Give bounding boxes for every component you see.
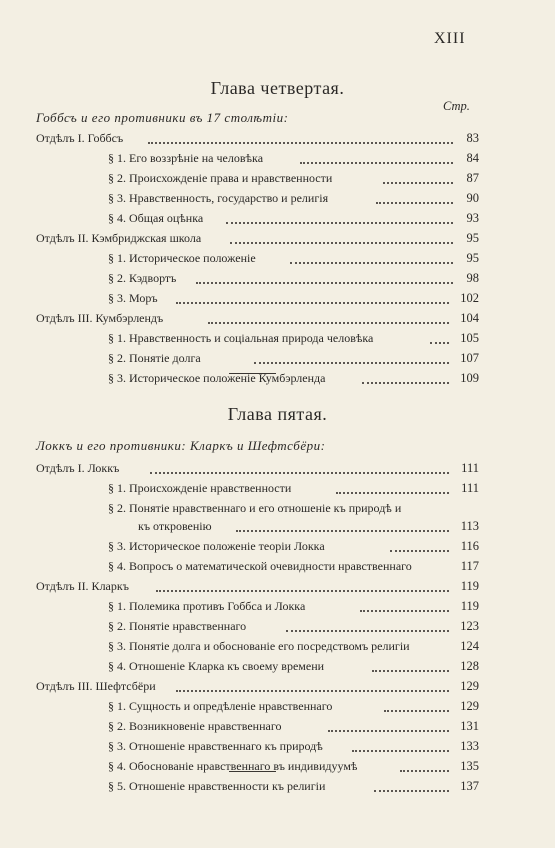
toc-entry-text: § 3. Отношеніе нравственнаго къ природѣ: [108, 739, 323, 753]
toc-entry: [0, 268, 555, 288]
toc-entry-text: § 2. Возникновеніе нравственнаго: [108, 719, 282, 733]
toc-entry: [0, 656, 555, 676]
toc-entry-page: 117: [460, 559, 479, 573]
chapter-4-title: Глава четвертая.: [210, 78, 345, 98]
leader-dots: [176, 302, 449, 304]
leader-dots: [336, 492, 449, 494]
chapter-4-subtitle: Гоббсъ и его противники въ 17 столѣтіи:: [36, 110, 289, 125]
toc-entry: [0, 736, 555, 756]
leader-dots: [150, 472, 449, 474]
section-divider: [229, 373, 276, 374]
toc-entry-page: 129: [460, 679, 479, 693]
toc-entry: [0, 756, 555, 776]
leader-dots: [352, 750, 449, 752]
toc-entry-page: 105: [460, 331, 479, 345]
toc-entry-text: § 3. Историческое положеніе Кумбэрленда: [108, 371, 326, 385]
toc-entry-text: § 2. Происхожденіе права и нравственности: [108, 171, 333, 185]
leader-dots: [384, 710, 449, 712]
toc-entry-text: § 4. Общая оцѣнка: [108, 211, 204, 225]
toc-entry: [0, 478, 555, 498]
toc-entry-text: § 3. Моръ: [108, 291, 158, 305]
toc-entry-text: § 1. Его воззрѣніе на человѣка: [108, 151, 264, 165]
toc-entry-page: 135: [460, 759, 479, 773]
toc-entry: [0, 168, 555, 188]
toc-entry-text: § 3. Историческое положеніе теоріи Локка: [108, 539, 325, 553]
leader-dots: [374, 790, 449, 792]
leader-dots: [390, 550, 449, 552]
toc-entry: [0, 676, 555, 696]
leader-dots: [226, 222, 453, 224]
toc-entry-page: 102: [460, 291, 479, 305]
toc-entry-page: 131: [460, 719, 479, 733]
toc-entry: [0, 498, 555, 518]
toc-entry: [0, 636, 555, 656]
toc-entry-page: 119: [460, 579, 479, 593]
toc-entry-text: § 2. Понятіе нравственнаго: [108, 619, 247, 633]
toc-entry-text: § 1. Нравственность и соціальная природа человѣка: [108, 331, 374, 345]
leader-dots: [290, 262, 453, 264]
chapter-5-subtitle: Локкъ и его противники: Кларкъ и Шефтсбёри:: [36, 438, 326, 453]
toc-entry-page: 109: [460, 371, 479, 385]
toc-entry-text: § 3. Понятіе долга и обоснованіе его посредствомъ религіи: [108, 639, 410, 653]
toc-entry-page: 116: [460, 539, 479, 553]
toc-entry: [0, 348, 555, 368]
leader-dots: [328, 730, 449, 732]
page-column-header: Стр.: [443, 99, 470, 113]
toc-entry: [0, 128, 555, 148]
toc-entry-page: 98: [466, 271, 479, 285]
leader-dots: [254, 362, 449, 364]
toc-entry-page: 119: [460, 599, 479, 613]
toc-entry-page: 95: [466, 251, 479, 265]
page-number: XIII: [434, 30, 466, 47]
toc-entry-text: § 1. Происхожденіе нравственности: [108, 481, 292, 495]
toc-entry-text: § 1. Историческое положеніе: [108, 251, 256, 265]
toc-entry: [0, 776, 555, 796]
toc-entry-page: 90: [466, 191, 479, 205]
leader-dots: [230, 242, 453, 244]
toc-entry-text: Отдѣлъ II. Кларкъ: [36, 579, 129, 593]
toc-entry: [0, 248, 555, 268]
toc-entry-text: Отдѣлъ III. Шефтсбёри: [36, 679, 156, 693]
toc-entry-page: 107: [460, 351, 479, 365]
toc-entry-text: § 1. Сущность и опредѣленіе нравственнаго: [108, 699, 333, 713]
toc-entry-text: Отдѣлъ II. Кэмбриджская школа: [36, 231, 202, 245]
leader-dots: [400, 770, 449, 772]
toc-entry: [0, 596, 555, 616]
toc-entry-page: 111: [461, 461, 479, 475]
leader-dots: [286, 630, 449, 632]
toc-entry-text: Отдѣлъ I. Локкъ: [36, 461, 120, 475]
leader-dots: [208, 322, 449, 324]
toc-entry-page: 104: [460, 311, 479, 325]
toc-entry: [0, 328, 555, 348]
toc-entry-page: 95: [466, 231, 479, 245]
toc-entry: [0, 536, 555, 556]
toc-entry: [0, 288, 555, 308]
toc-entry-page: 113: [460, 519, 479, 533]
toc-entry-text: § 2. Кэдвортъ: [108, 271, 177, 285]
leader-dots: [300, 162, 453, 164]
toc-entry: [0, 308, 555, 328]
toc-entry: [0, 516, 555, 536]
toc-entry-page: 87: [466, 171, 479, 185]
toc-entry: [0, 696, 555, 716]
toc-entry: [0, 208, 555, 228]
toc-entry-text: § 3. Нравственность, государство и религія: [108, 191, 329, 205]
toc-entry-page: 128: [460, 659, 479, 673]
leader-dots: [383, 182, 453, 184]
toc-entry-text: § 4. Отношеніе Кларка къ своему времени: [108, 659, 325, 673]
leader-dots: [156, 590, 449, 592]
leader-dots: [148, 142, 453, 144]
toc-entry-text: Отдѣлъ I. Гоббсъ: [36, 131, 124, 145]
leader-dots: [196, 282, 453, 284]
toc-entry-page: 83: [466, 131, 479, 145]
toc-entry-text: § 2. Понятіе долга: [108, 351, 201, 365]
leader-dots: [362, 382, 449, 384]
toc-entry: [0, 188, 555, 208]
leader-dots: [236, 530, 449, 532]
toc-entry: [0, 616, 555, 636]
toc-entry: [0, 228, 555, 248]
toc-entry-page: 123: [460, 619, 479, 633]
toc-entry-text: § 4. Обоснованіе нравственнаго въ индивидуумѣ: [108, 759, 358, 773]
toc-entry: [0, 576, 555, 596]
toc-entry-page: 84: [466, 151, 479, 165]
toc-entry-text: § 5. Отношеніе нравственности къ религіи: [108, 779, 326, 793]
leader-dots: [430, 342, 449, 344]
toc-entry-page: 133: [460, 739, 479, 753]
leader-dots: [360, 610, 449, 612]
chapter-5-title: Глава пятая.: [227, 404, 328, 424]
leader-dots: [176, 690, 449, 692]
toc-entry-page: 111: [461, 481, 479, 495]
toc-entry-text: § 1. Полемика противъ Гоббса и Локка: [108, 599, 306, 613]
toc-entry: [0, 556, 555, 576]
toc-entry-page: 93: [466, 211, 479, 225]
toc-entry-page: 129: [460, 699, 479, 713]
leader-dots: [376, 202, 453, 204]
toc-entry: [0, 716, 555, 736]
toc-entry-page: 124: [460, 639, 479, 653]
toc-entry: [0, 368, 555, 388]
toc-entry-text: Отдѣлъ III. Кумбэрлендъ: [36, 311, 164, 325]
toc-entry: [0, 148, 555, 168]
toc-entry-text: § 4. Вопросъ о математической очевидности нравственнаго: [108, 559, 412, 573]
leader-dots: [372, 670, 449, 672]
toc-entry-text: къ откровенію: [138, 519, 212, 533]
toc-entry-text: § 2. Понятіе нравственнаго и его отношеніе къ природѣ и: [108, 501, 402, 515]
toc-entry-page: 137: [460, 779, 479, 793]
toc-entry: [0, 458, 555, 478]
end-divider: [229, 771, 276, 772]
